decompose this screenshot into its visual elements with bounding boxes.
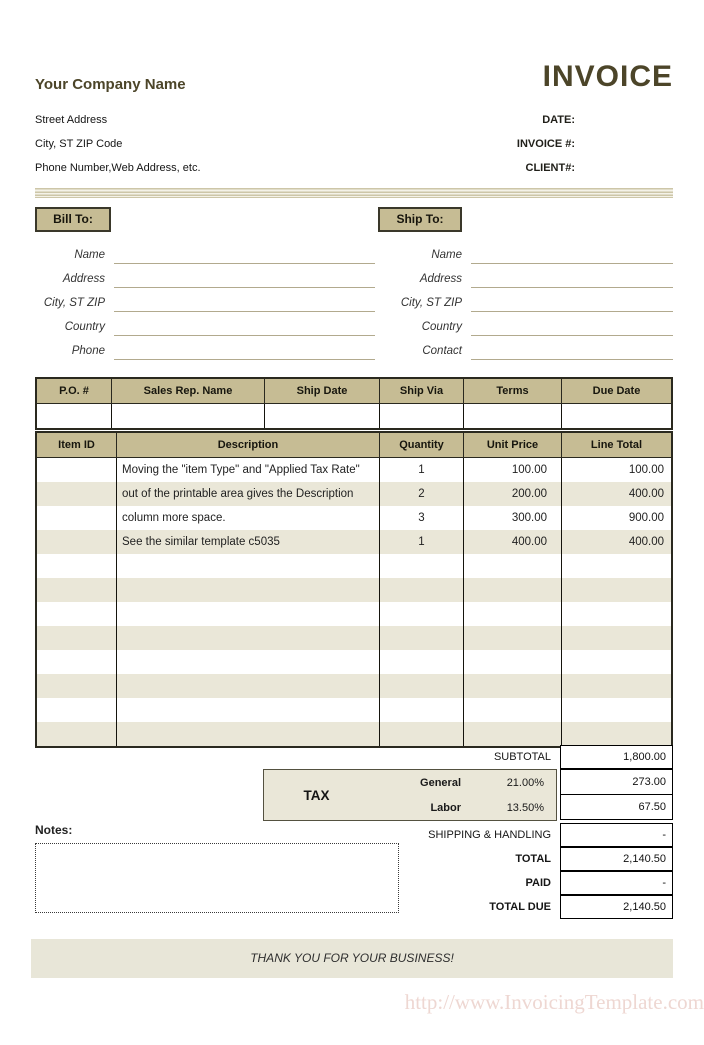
- item-id-cell[interactable]: [37, 578, 117, 602]
- quantity-cell[interactable]: [380, 650, 464, 674]
- ship-contact-input[interactable]: [471, 343, 673, 360]
- items-table: [35, 431, 673, 748]
- subtotal-row: [35, 745, 673, 769]
- line-total-header: Line Total: [590, 439, 643, 451]
- item-id-cell[interactable]: [37, 506, 117, 530]
- quantity-cell[interactable]: [380, 578, 464, 602]
- ship-to-row-contact: [378, 336, 673, 360]
- subtotal-label: SUBTOTAL: [493, 751, 551, 763]
- tax-labor-label: Labor: [430, 801, 461, 814]
- line-total-cell: [562, 674, 671, 698]
- quantity-cell[interactable]: 3: [380, 506, 464, 530]
- notes-input[interactable]: [35, 843, 399, 913]
- ship-to-tag: Ship To:: [378, 207, 462, 232]
- tax-box: [263, 769, 557, 821]
- tax-strip: [35, 769, 673, 821]
- ship-to-row-address: [378, 264, 673, 288]
- tax-line-general: [369, 770, 556, 795]
- order-info-header-row: [37, 379, 671, 404]
- quantity-cell[interactable]: 2: [380, 482, 464, 506]
- bill-to-section: [35, 207, 378, 360]
- bill-phone-input[interactable]: [114, 343, 375, 360]
- tax-title: TAX: [303, 787, 330, 803]
- quantity-cell[interactable]: [380, 554, 464, 578]
- quantity-cell[interactable]: [380, 626, 464, 650]
- order-info-table: [35, 377, 673, 430]
- unit-price-cell[interactable]: [464, 698, 562, 722]
- quantity-cell[interactable]: [380, 602, 464, 626]
- items-header-row: [37, 433, 671, 458]
- line-total-cell: [562, 698, 671, 722]
- bill-name-label: Name: [74, 249, 105, 261]
- item-row-empty: [37, 650, 671, 674]
- ship-name-input[interactable]: [471, 247, 673, 264]
- watermark-url: http://www.InvoicingTemplate.com: [404, 990, 704, 1014]
- tax-general-amount: 273.00: [560, 769, 673, 795]
- shipping-row: [405, 823, 673, 847]
- unit-price-header: Unit Price: [464, 433, 562, 457]
- ship-contact-label: Contact: [422, 345, 462, 357]
- description-cell[interactable]: [117, 602, 380, 626]
- description-cell[interactable]: [117, 674, 380, 698]
- item-row-empty: [37, 578, 671, 602]
- ship-via-header: Ship Via: [380, 379, 464, 403]
- quantity-cell[interactable]: 1: [380, 458, 464, 482]
- sales-rep-header: Sales Rep. Name: [112, 379, 265, 403]
- total-due-row: [405, 895, 673, 919]
- description-cell[interactable]: Moving the "item Type" and "Applied Tax Rate": [117, 458, 380, 482]
- notes-label: Notes:: [35, 823, 73, 837]
- sales-rep-cell[interactable]: [112, 404, 265, 428]
- thank-you-banner: THANK YOU FOR YOUR BUSINESS!: [31, 939, 673, 978]
- ship-name-label: Name: [431, 249, 462, 261]
- item-row: [37, 506, 671, 530]
- unit-price-cell[interactable]: [464, 578, 562, 602]
- summary-column: [405, 823, 673, 919]
- company-address: [35, 110, 201, 182]
- unit-price-cell[interactable]: [464, 722, 562, 746]
- item-id-cell[interactable]: [37, 626, 117, 650]
- ship-via-cell[interactable]: [380, 404, 464, 428]
- tax-general-rate[interactable]: 21.00%: [506, 776, 544, 789]
- order-info-value-row: [37, 404, 671, 428]
- item-id-cell[interactable]: [37, 674, 117, 698]
- tax-labor-rate[interactable]: 13.50%: [506, 801, 544, 814]
- tax-line-labor: [369, 795, 556, 820]
- bill-country-label: Country: [64, 321, 105, 333]
- bill-to-row-phone: [35, 336, 378, 360]
- bill-to-row-city: [35, 288, 378, 312]
- bill-address-input[interactable]: [114, 271, 375, 288]
- bill-to-tag: Bill To:: [35, 207, 111, 232]
- item-row-empty: [37, 626, 671, 650]
- terms-header: Terms: [464, 379, 562, 403]
- line-total-cell: 900.00: [628, 512, 664, 524]
- item-id-cell[interactable]: [37, 530, 117, 554]
- unit-price-cell[interactable]: [464, 602, 562, 626]
- ship-to-row-name: [378, 240, 673, 264]
- unit-price-cell[interactable]: 300.00: [464, 506, 562, 530]
- ship-to-row-country: [378, 312, 673, 336]
- description-cell[interactable]: [117, 698, 380, 722]
- item-row-empty: [37, 602, 671, 626]
- totals-section: [35, 745, 673, 919]
- shipping-value[interactable]: -: [560, 823, 673, 847]
- paid-label: PAID: [525, 877, 551, 889]
- line-total-cell: [562, 602, 671, 626]
- ship-city-input[interactable]: [471, 295, 673, 312]
- ship-date-header: Ship Date: [265, 379, 380, 403]
- ship-to-section: [378, 207, 673, 360]
- item-row: [37, 458, 671, 482]
- description-cell[interactable]: out of the printable area gives the Description: [117, 482, 380, 506]
- item-id-cell[interactable]: [37, 602, 117, 626]
- po-number-cell[interactable]: [37, 404, 112, 428]
- paid-row: [405, 871, 673, 895]
- item-id-cell[interactable]: [37, 482, 117, 506]
- item-row-empty: [37, 698, 671, 722]
- unit-price-cell[interactable]: 400.00: [464, 530, 562, 554]
- bill-city-label: City, ST ZIP: [43, 297, 105, 309]
- bill-phone-label: Phone: [71, 345, 105, 357]
- unit-price-cell[interactable]: [464, 554, 562, 578]
- bill-to-row-address: [35, 264, 378, 288]
- parties-section: [35, 207, 673, 360]
- line-total-cell: [562, 626, 671, 650]
- bill-to-row-country: [35, 312, 378, 336]
- item-row: [37, 530, 671, 554]
- bill-to-row-name: [35, 240, 378, 264]
- unit-price-cell[interactable]: [464, 626, 562, 650]
- bill-address-label: Address: [62, 273, 105, 285]
- subtotal-value: 1,800.00: [560, 745, 673, 769]
- item-row-empty: [37, 722, 671, 746]
- tax-labor-amount: 67.50: [560, 794, 673, 820]
- total-label: TOTAL: [515, 853, 551, 865]
- company-name: Your Company Name: [35, 76, 186, 93]
- quantity-cell[interactable]: [380, 722, 464, 746]
- line-total-cell: [562, 578, 671, 602]
- bill-country-input[interactable]: [114, 319, 375, 336]
- description-cell[interactable]: See the similar template c5035: [117, 530, 380, 554]
- description-cell[interactable]: [117, 626, 380, 650]
- paid-value[interactable]: -: [560, 871, 673, 895]
- due-date-cell[interactable]: [562, 404, 671, 428]
- item-id-cell[interactable]: [37, 554, 117, 578]
- po-number-header: P.O. #: [37, 379, 112, 403]
- client-number-label: CLIENT#:: [525, 162, 575, 174]
- ship-address-label: Address: [419, 273, 462, 285]
- quantity-header: Quantity: [380, 433, 464, 457]
- unit-price-cell[interactable]: [464, 674, 562, 698]
- item-id-cell[interactable]: [37, 458, 117, 482]
- invoice-title: INVOICE: [542, 60, 673, 93]
- line-total-cell: 400.00: [628, 488, 664, 500]
- bill-name-input[interactable]: [114, 247, 375, 264]
- shipping-label: SHIPPING & HANDLING: [428, 829, 551, 841]
- item-id-cell[interactable]: [37, 698, 117, 722]
- totals-lower: [35, 823, 673, 919]
- item-id-cell[interactable]: [37, 650, 117, 674]
- ship-to-row-city: [378, 288, 673, 312]
- ship-city-label: City, ST ZIP: [400, 297, 462, 309]
- terms-cell[interactable]: [464, 404, 562, 428]
- date-label: DATE:: [542, 114, 575, 126]
- description-cell[interactable]: [117, 650, 380, 674]
- total-row: [405, 847, 673, 871]
- unit-price-cell[interactable]: 200.00: [464, 482, 562, 506]
- description-header: Description: [117, 433, 380, 457]
- quantity-cell[interactable]: [380, 698, 464, 722]
- item-row: [37, 482, 671, 506]
- item-row-empty: [37, 554, 671, 578]
- items-table-body: [37, 458, 671, 746]
- tax-general-label: General: [420, 776, 461, 789]
- ship-country-input[interactable]: [471, 319, 673, 336]
- description-cell[interactable]: [117, 722, 380, 746]
- line-total-cell: [562, 554, 671, 578]
- item-id-header: Item ID: [37, 433, 117, 457]
- company-address-line3: Phone Number,Web Address, etc.: [35, 162, 201, 174]
- description-cell[interactable]: [117, 554, 380, 578]
- line-total-cell: 100.00: [628, 464, 664, 476]
- description-cell[interactable]: [117, 578, 380, 602]
- due-date-header: Due Date: [592, 385, 641, 397]
- invoice-number-label: INVOICE #:: [516, 138, 575, 150]
- total-due-label: TOTAL DUE: [489, 901, 551, 913]
- item-row-empty: [37, 674, 671, 698]
- line-total-cell: [562, 650, 671, 674]
- unit-price-cell[interactable]: [464, 650, 562, 674]
- line-total-cell: [562, 722, 671, 746]
- invoice-meta: [517, 110, 575, 182]
- ship-country-label: Country: [421, 321, 462, 333]
- company-address-line1: Street Address: [35, 114, 108, 126]
- quantity-cell[interactable]: [380, 674, 464, 698]
- notes-section: [35, 823, 405, 919]
- unit-price-cell[interactable]: 100.00: [464, 458, 562, 482]
- quantity-cell[interactable]: 1: [380, 530, 464, 554]
- item-id-cell[interactable]: [37, 722, 117, 746]
- bill-city-input[interactable]: [114, 295, 375, 312]
- company-address-line2: City, ST ZIP Code: [35, 138, 123, 150]
- line-total-cell: 400.00: [628, 536, 664, 548]
- total-due-value: 2,140.50: [560, 895, 673, 919]
- total-value: 2,140.50: [560, 847, 673, 871]
- ship-date-cell[interactable]: [265, 404, 380, 428]
- decorative-divider: [35, 188, 673, 198]
- description-cell[interactable]: column more space.: [117, 506, 380, 530]
- ship-address-input[interactable]: [471, 271, 673, 288]
